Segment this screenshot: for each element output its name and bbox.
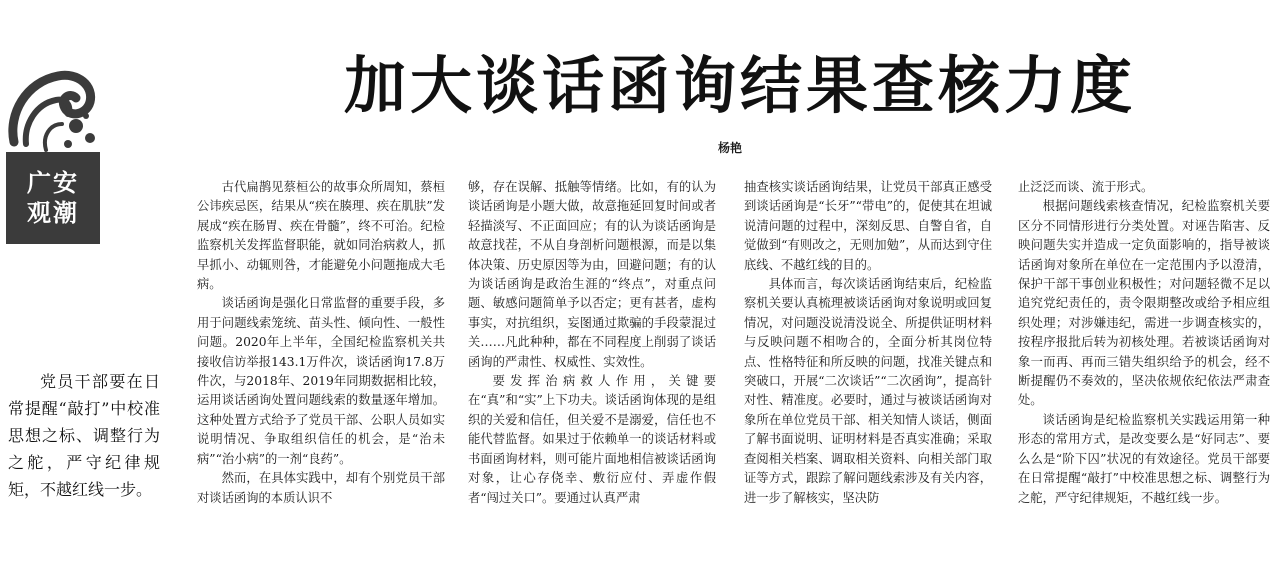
article-column-4 xyxy=(1018,178,1270,578)
paragraph: 谈话函询是强化日常监督的重要手段，多用于问题线索笼统、苗头性、倾向性、一般性问题。2020年上半年，全国纪检监察机关共接收信访举报143.1万件次，谈话函询17.8万件次，与2018年、2019年同期数据相比较，运用谈话函询处置问题线索的数量逐年增加。这种处置方式给予了党员干部、公职人员如实说明情况、争取组织信任的机会，是“治未病”“治小病”的一剂“良药”。 xyxy=(197,296,445,466)
paragraph: 抽查核实谈话函询结果，让党员干部真正感受到谈话函询是“长牙”“带电”的，促使其在坦诚说清问题的过程中，深刻反思、自警自省，自觉做到“有则改之，无则加勉”，从而达到守住底线、不越红线的目的。 xyxy=(744,180,992,272)
paragraph: 止泛泛而谈、流于形式。 xyxy=(1018,180,1154,194)
wave-swirl-icon xyxy=(6,64,100,154)
paragraph: 根据问题线索核查情况，纪检监察机关要区分不同情形进行分类处置。对诬告陷害、反映问题失实并造成一定负面影响的，指导被谈话函询对象所在单位在一定范围内予以澄清，保护干部干事创业积极性；对问题轻微不足以追究党纪责任的，责令限期整改或给予相应组织处理；对涉嫌违纪，需进一步调查核实的，按程序报批后转为初核处理。若被谈话函询对象一而再、再而三错失组织给予的机会，经不断提醒仍不奏效的，坚决依规依纪依法严肃查处。 xyxy=(1018,199,1270,408)
paragraph: 要发挥治病救人作用，关键要在“真”和“实”上下功夫。谈话函询体现的是组织的关爱和信任，但关爱不是溺爱，信任也不能代替监督。如果过于依赖单一的谈话材料或书面函询材料，则可能片面地相信被谈话函询对象，让心存侥幸、敷衍应付、弄虚作假者“闯过关口”。要通过认真严肃 xyxy=(468,374,716,505)
article-column-3 xyxy=(744,178,992,578)
paragraph: 古代扁鹊见蔡桓公的故事众所周知，蔡桓公讳疾忌医，结果从“疾在腠理、疾在肌肤”发展成“疾在肠胃、疾在骨髓”，终不可治。纪检监察机关发挥监督职能，就如同治病救人，抓早抓小、动辄则咎，才能避免小问题拖成大毛病。 xyxy=(197,180,445,292)
article-column-2 xyxy=(468,178,716,578)
paragraph: 够，存在误解、抵触等情绪。比如，有的认为谈话函询是小题大做，故意拖延回复时间或者轻描淡写、不正面回应；有的认为谈话函询是故意找茬，不从自身剖析问题根源，而是以集体决策、历史原因等为由，回避问题；有的认为谈话函询是政治生涯的“终点”，对重点问题、敏感问题简单予以否定；更有甚者，虚构事实，对抗组织，妄图通过欺骗的手段蒙混过关……凡此种种，都在不同程度上削弱了谈话函询的严肃性、权威性、实效性。 xyxy=(468,180,716,369)
paragraph: 然而，在具体实践中，却有个别党员干部对谈话函询的本质认识不 xyxy=(197,471,445,505)
column-tag-line2: 观潮 xyxy=(27,198,79,227)
article-byline: 杨艳 xyxy=(717,141,742,155)
article-headline: 加大谈话函询结果查核力度 xyxy=(343,49,1136,122)
pull-quote: 党员干部要在日常提醒“敲打”中校准思想之标、调整行为之舵，严守纪律规矩，不越红线一步。 xyxy=(8,372,160,499)
article-column-1 xyxy=(197,178,445,578)
column-tag xyxy=(6,152,100,244)
paragraph: 谈话函询是纪检监察机关实践运用第一种形态的常用方式，是改变要么是“好同志”、要么么是“阶下囚”状况的有效途径。党员干部要在日常提醒“敲打”中校准思想之标、调整行为之舵，严守纪律规矩，不越红线一步。 xyxy=(1018,412,1270,505)
paragraph: 具体而言，每次谈话函询结束后，纪检监察机关要认真梳理被谈话函询对象说明或回复情况，对问题没说清没说全、所提供证明材料与反映问题不相吻合的，全面分析其岗位特点、性格特征和所反映的问题，找准关键点和突破口，开展“二次谈话”“二次函询”，提高针对性、精准度。必要时，通过与被谈话函询对象所在单位党员干部、相关知情人谈话，侧面了解书面说明、证明材料是否真实准确；采取查阅相关档案、调取相关资料、向相关部门取证等方式，跟踪了解问题线索涉及有关内容，进一步了解核实，坚决防 xyxy=(744,277,992,505)
column-tag-line1: 广安 xyxy=(27,168,79,197)
